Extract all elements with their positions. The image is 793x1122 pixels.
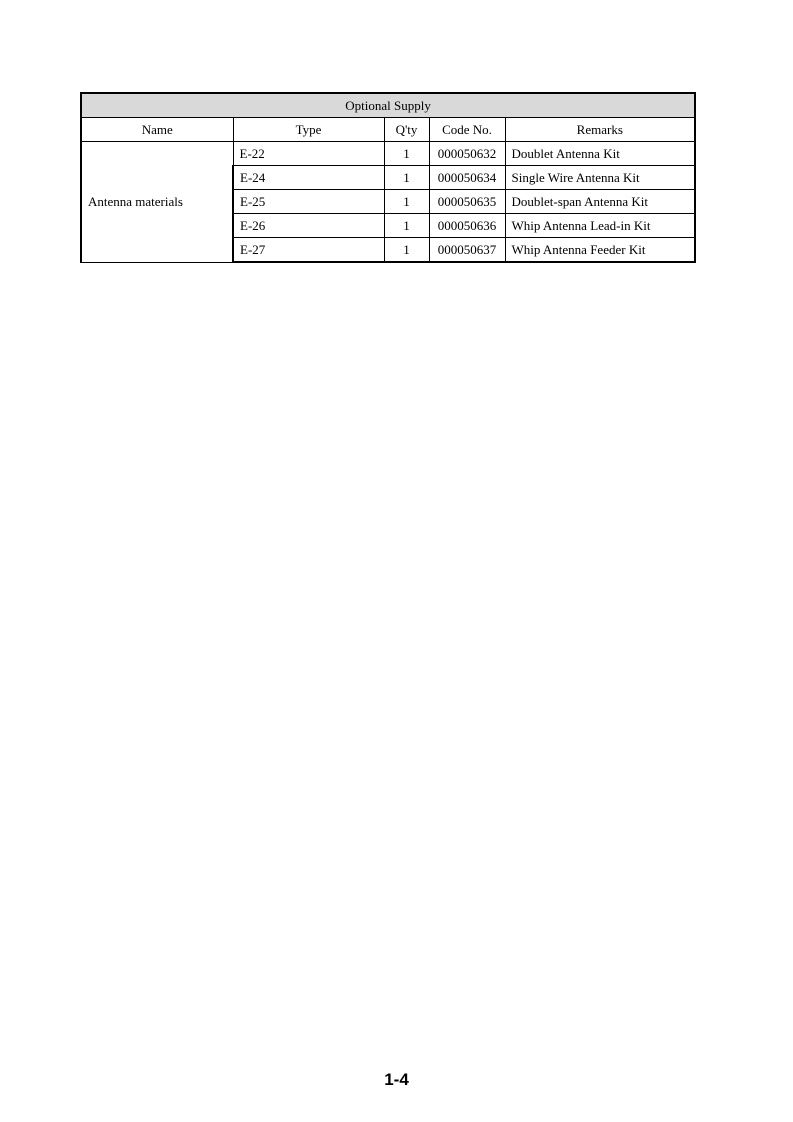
code-cell: 000050635 bbox=[429, 190, 505, 214]
remarks-cell: Whip Antenna Feeder Kit bbox=[505, 238, 695, 263]
code-cell: 000050637 bbox=[429, 238, 505, 263]
column-header-name: Name bbox=[81, 118, 233, 142]
code-cell: 000050634 bbox=[429, 166, 505, 190]
qty-cell: 1 bbox=[384, 214, 429, 238]
type-cell: E-22 bbox=[233, 142, 384, 166]
table-row bbox=[81, 142, 695, 166]
type-cell: E-24 bbox=[233, 166, 384, 190]
column-header-code: Code No. bbox=[429, 118, 505, 142]
column-header-qty: Q'ty bbox=[384, 118, 429, 142]
column-header-type: Type bbox=[233, 118, 384, 142]
table-title-row bbox=[81, 93, 695, 118]
remarks-cell: Whip Antenna Lead-in Kit bbox=[505, 214, 695, 238]
type-cell: E-25 bbox=[233, 190, 384, 214]
code-cell: 000050632 bbox=[429, 142, 505, 166]
page-number: 1-4 bbox=[384, 1070, 409, 1089]
remarks-cell: Doublet-span Antenna Kit bbox=[505, 190, 695, 214]
optional-supply-table bbox=[80, 92, 696, 263]
table-header-row bbox=[81, 118, 695, 142]
remarks-cell: Doublet Antenna Kit bbox=[505, 142, 695, 166]
column-header-remarks: Remarks bbox=[505, 118, 695, 142]
remarks-cell: Single Wire Antenna Kit bbox=[505, 166, 695, 190]
type-cell: E-27 bbox=[233, 238, 384, 263]
qty-cell: 1 bbox=[384, 238, 429, 263]
code-cell: 000050636 bbox=[429, 214, 505, 238]
type-cell: E-26 bbox=[233, 214, 384, 238]
group-name-cell: Antenna materials bbox=[81, 142, 233, 263]
qty-cell: 1 bbox=[384, 142, 429, 166]
qty-cell: 1 bbox=[384, 166, 429, 190]
qty-cell: 1 bbox=[384, 190, 429, 214]
table-title: Optional Supply bbox=[81, 93, 695, 118]
